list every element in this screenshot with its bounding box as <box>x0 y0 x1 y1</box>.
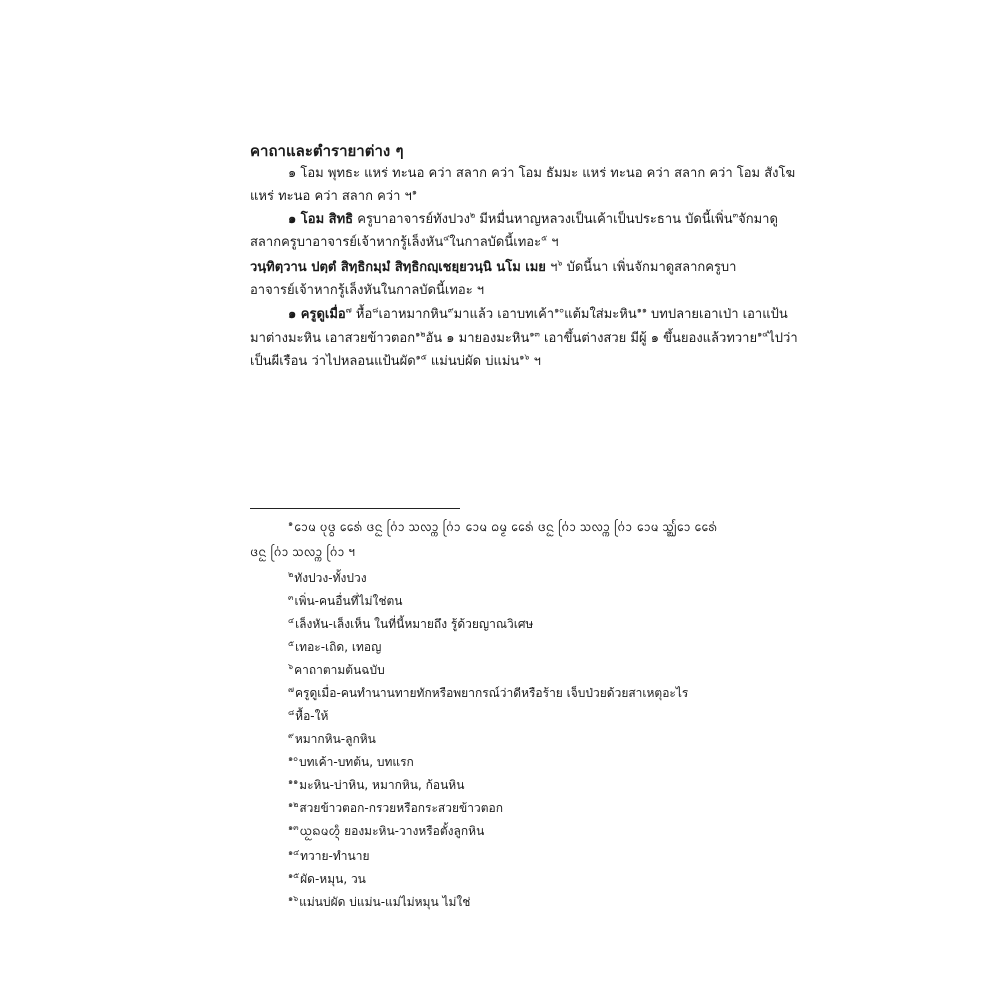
paragraph-1-line-2 <box>250 188 417 206</box>
text: มาแล้ว เอาบทเค้า <box>453 307 555 322</box>
footnote-number: ๓ <box>288 593 294 602</box>
footnote-ref[interactable]: ๘ <box>372 305 379 315</box>
text: ฯ <box>529 354 541 369</box>
footnote-2 <box>288 570 367 586</box>
footnote-1-continued <box>250 544 355 560</box>
text: ครูบาอาจารย์ทังปวง <box>353 212 470 227</box>
bold-text: ๑ ครูดูเมื่อ <box>288 307 346 322</box>
footnote-text: หื้อ-ให้ <box>295 709 329 723</box>
footnote-6 <box>288 662 385 678</box>
footnote-ref[interactable]: ๑ <box>411 187 417 197</box>
footnote-separator <box>250 508 460 509</box>
footnote-text: แม่นบ่ผัด บ่แม่น-แม่ไม่หมุน ไม่ใช่ <box>299 895 471 909</box>
text: แหร่ ทะนอ คว่า สลาก คว่า ฯ <box>250 189 412 204</box>
text: มีหมื่นหาญหลวงเป็นเค้าเป็นประธาน บัดนี้เพิ่น <box>475 212 733 227</box>
footnote-3 <box>288 593 403 609</box>
footnote-7 <box>288 685 688 701</box>
text: เป็นผีเรือน ว่าไปหลอนแป้นผัด <box>250 354 416 369</box>
footnote-text: มะหิน-บ่าหิน, หมากหิน, ก้อนหิน <box>299 778 465 792</box>
text: ในกาลบัดนี้เทอะ <box>449 235 542 250</box>
footnote-12 <box>288 800 503 816</box>
footnote-text: ทังปวง-ทั้งปวง <box>294 571 367 585</box>
footnote-9 <box>288 731 376 747</box>
footnote-ref[interactable]: ๖ <box>557 258 563 268</box>
footnote-text: หมากหิน-ลูกหิน <box>294 732 376 746</box>
text: สลากครูบาอาจารย์เจ้าหากรู้เล็งหัน <box>250 235 444 250</box>
text: หื้อ <box>351 307 373 322</box>
text: เอาขึ้นต่างสวย มีผู้ ๑ ขึ้นยองแล้วทวาย <box>539 331 758 346</box>
text: เอาหมากหิน <box>378 307 448 322</box>
footnote-text: ᩮᩣᨾ ᨷᩩᨴ᩠ᨵ ᩁᩯ᩵ ᨴᨶᩬ ᨣᩕ᩵ᩣ ᩈᩃᩣ᩠ᨠ ᨣᩕ᩵ᩣ ᩮᩣᨾ ᨵᨾ᩠ᨾ ᩁᩯ᩵ ᨴᨶᩬ ᨣᩕ᩵ᩣ ᩈᩃᩣ᩠ᨠ ᨣᩕ᩵ᩣ ᩮᩣᨾ ᩈᩘ᩠ᨥᩮᩣ ᩁᩯ᩵ <box>294 520 718 534</box>
footnote-ref[interactable]: ๕ <box>541 233 548 243</box>
footnote-ref[interactable]: ๑๒ <box>415 329 426 339</box>
footnote-15 <box>288 871 366 887</box>
footnote-text: เพิ่น-คนอื่นที่ไม่ใช่ตน <box>294 594 403 608</box>
footnote-number: ๗ <box>288 685 295 694</box>
paragraph-4-line-3 <box>250 353 541 371</box>
footnote-ref[interactable]: ๔ <box>443 233 450 243</box>
footnote-number: ๙ <box>288 731 294 740</box>
text: ฯ <box>547 235 559 250</box>
text: อัน ๑ มายองมะหิน <box>425 331 530 346</box>
paragraph-2-line-1 <box>288 211 778 229</box>
footnote-ref[interactable]: ๑๕ <box>415 352 427 362</box>
text: บัดนี้นา เพิ่นจักมาดูสลากครูบา <box>562 260 737 275</box>
bold-text: ๑ โอม สิทธิ <box>288 212 354 227</box>
paragraph-4-line-1 <box>288 306 788 324</box>
text: มาต่างมะหิน เอาสวยข้าวตอก <box>250 331 416 346</box>
text: แม่นบ่ผัด บ่แม่น <box>426 354 520 369</box>
footnote-13 <box>288 823 484 839</box>
page-title: คาถาและตำรายาต่าง ๆ <box>250 142 404 160</box>
footnote-14 <box>288 848 370 864</box>
paragraph-4-line-2 <box>250 330 798 348</box>
footnote-number: ๑๐ <box>288 754 298 763</box>
footnote-ref[interactable]: ๑๑ <box>636 305 647 315</box>
text: ไปว่า <box>768 331 798 346</box>
footnote-number: ๕ <box>288 639 295 648</box>
footnote-text: เทอะ-เถิด, เทอญ <box>295 640 382 654</box>
footnote-number: ๑ <box>288 519 294 528</box>
footnote-ref[interactable]: ๗ <box>345 305 352 315</box>
footnote-ref[interactable]: ๒ <box>469 210 476 220</box>
footnote-number: ๑๕ <box>288 871 300 880</box>
footnote-number: ๒ <box>288 570 294 579</box>
footnote-text: ครูดูเมื่อ-คนทำนานทายทักหรือพยากรณ์ว่าดีหรือร้าย เจ็บป่วยด้วยสาเหตุอะไร <box>295 686 689 700</box>
footnote-number: ๘ <box>288 708 295 717</box>
footnote-ref[interactable]: ๙ <box>447 305 454 315</box>
footnote-number: ๖ <box>288 662 294 671</box>
footnote-1 <box>288 519 717 535</box>
footnote-text: เล็งหัน-เล็งเห็น ในที่นี้หมายถึง รู้ด้วยญาณวิเศษ <box>295 617 534 631</box>
paragraph-2-line-2 <box>250 234 559 252</box>
paragraph-1-line-1: ๑ โอม พุทธะ แหร่ ทะนอ คว่า สลาก คว่า โอม ธัมมะ แหร่ ทะนอ คว่า สลาก คว่า โอม สังโฆ <box>288 166 796 181</box>
footnote-number: ๑๓ <box>288 823 299 832</box>
text: บทปลายเอาเป่า เอาแป้น <box>646 307 788 322</box>
footnote-text: ᨴᨶᩬ ᨣᩕ᩵ᩣ ᩈᩃᩣ᩠ᨠ ᨣᩕ᩵ᩣ ฯ <box>250 545 355 559</box>
footnote-ref[interactable]: ๑๐ <box>554 305 565 315</box>
footnote-ref[interactable]: ๑๔ <box>757 329 769 339</box>
footnote-text: บทเค้า-บทต้น, บทแรก <box>298 755 414 769</box>
footnote-number: ๔ <box>288 616 295 625</box>
footnote-text: ผัด-หมุน, วน <box>300 872 366 886</box>
footnote-5 <box>288 639 381 655</box>
footnote-ref[interactable]: ๓ <box>732 210 739 220</box>
footnote-4 <box>288 616 533 632</box>
footnote-text: สวยข้าวตอก-กรวยหรือกระสวยข้าวตอก <box>299 801 503 815</box>
paragraph-3-line-2: อาจารย์เจ้าหากรู้เล็งหันในกาลบัดนี้เทอะ ฯ <box>250 283 485 298</box>
text: ฯ <box>545 260 558 275</box>
footnote-ref[interactable]: ๑๓ <box>529 329 540 339</box>
footnote-number: ๑๒ <box>288 800 299 809</box>
footnote-number: ๑๑ <box>288 777 299 786</box>
text: แต้มใส่มะหิน <box>564 307 637 322</box>
bold-text: วนฺทิตฺวาน ปตฺตํ สิทฺธิกมฺมํ สิทฺธิกญฺเชยฺยวนฺนิ นโม เมย <box>250 260 546 275</box>
footnote-16 <box>288 894 470 910</box>
text: จักมาดู <box>738 212 778 227</box>
paragraph-3-line-1 <box>250 259 737 277</box>
footnote-10 <box>288 754 414 770</box>
footnote-ref[interactable]: ๑๖ <box>519 352 530 362</box>
footnote-8 <box>288 708 328 724</box>
footnote-11 <box>288 777 464 793</box>
footnote-text: ᨿᩬᨦᨾᩉᩥ᩠ᨶ ยองมะหิน-วางหรือตั้งลูกหิน <box>299 824 485 838</box>
footnote-text: ทวาย-ทำนาย <box>300 849 370 863</box>
footnote-text: คาถาตามต้นฉบับ <box>294 663 385 677</box>
footnote-number: ๑๔ <box>288 848 300 857</box>
footnote-number: ๑๖ <box>288 894 299 903</box>
